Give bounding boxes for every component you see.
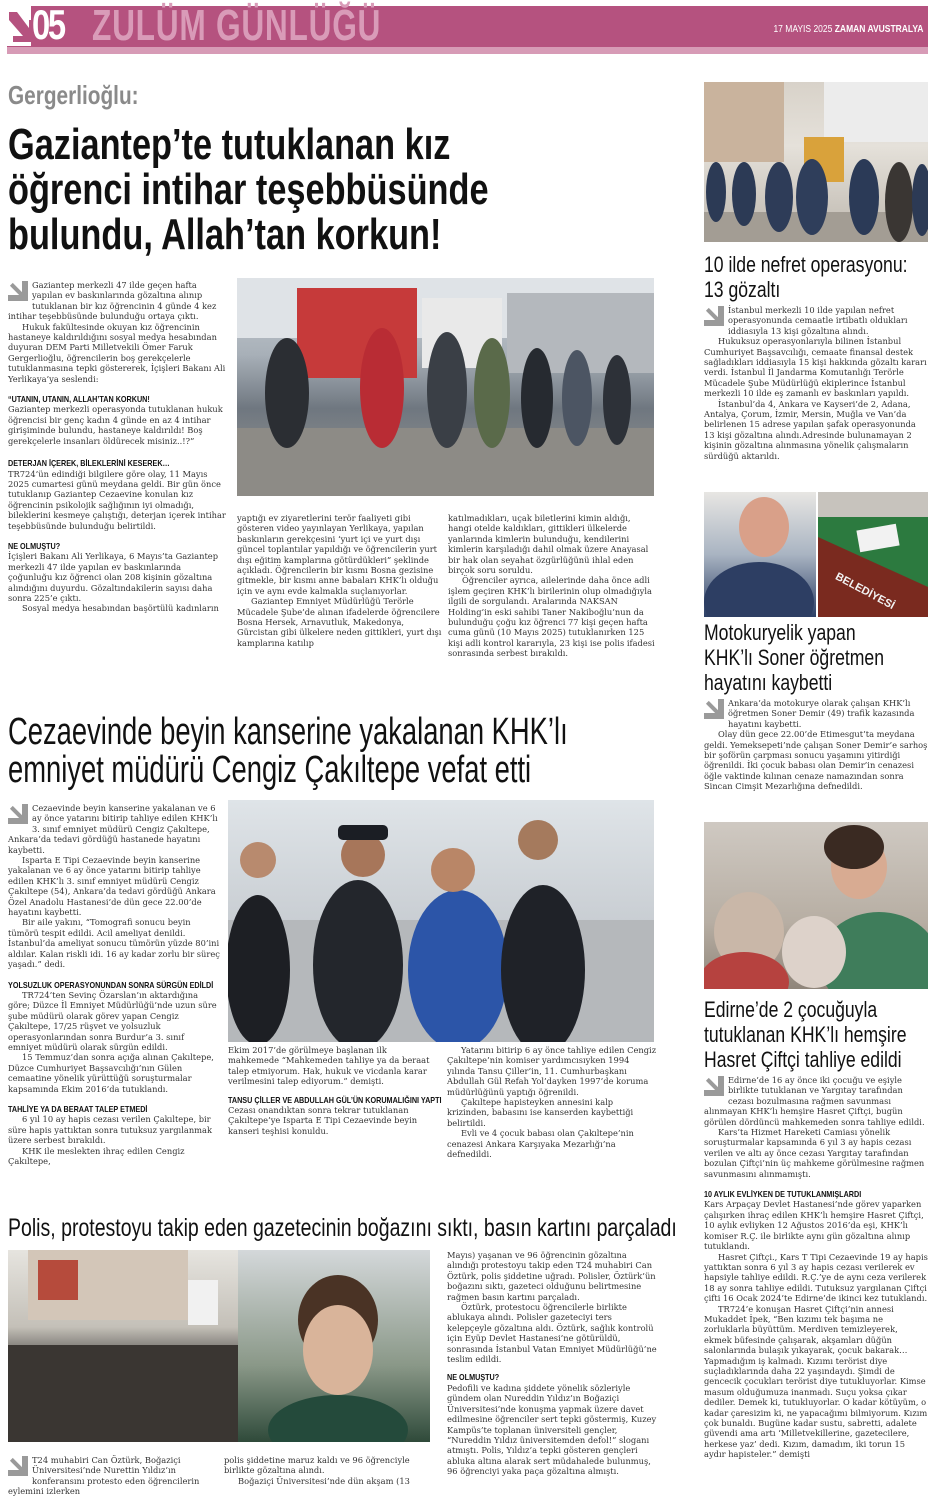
paragraph: Ekim 2017’de görülmeye başlanan ilk mahkemede “Mahkemeden tahliye ya da beraat talep etmiyorum. Hak, hukuk ve vicdanla karar verilmesini talep ediyorum.” demişti. [228,1045,430,1087]
paragraph: 15 Temmuz’dan sonra açığa alınan Çakıltepe, Düzce Cumhuriyet Başsavcılığı’nın Gülen cemaatine yönelik yürüttüğü soruşturmalar kapsamında Ekim 2016’da tutuklandı. [8,1052,214,1094]
subheading: NE OLMUŞTU? [447,1372,500,1383]
paragraph: Bir aile yakını, “Tomografi sonucu beyin tümörü tespit edildi. Acil ameliyat denildi. İstanbul’da ameliyat sonucu tümörün yüzde 80’ini aldılar. Kalan riskli idi. 16 ay kadar zorlu bir süreç yaşadı.” dedi. [8,917,220,970]
masthead-date [773,24,923,35]
paragraph: Pedofili ve kadına şiddete yönelik sözleriyle gündem olan Nureddin Yıldız’ın Boğaziçi Üniversitesi’nde konuşma yapmak üzere davet edilmesine öğrenciler sert tepki göstermiş, Kuzey Kampüs’te toplanan üniversiteli gençler, “Nureddin Yıldız üniversitemden defol!” sloganı atmıştı. Polis, Yıldız’a tepki gösteren gençleri abluka altına alarak sert müdahalede bulunmuş, 96 öğrenciyi yaka paça gözaltına almıştı. [447,1382,657,1477]
article1-column-1 [8,280,228,614]
headline-line: KHK’lı Soner öğretmen [704,645,884,670]
subheading: YOLSUZLUK OPERASYONUNDAN SONRA SÜRGÜN EDİLDİ [8,979,214,990]
subheading: TANSU ÇİLLER VE ABDULLAH GÜL’ÜN KORUMALIĞINI YAPTI [228,1094,442,1105]
article2-headline [8,713,785,789]
side3-body [704,1075,928,1460]
article1-headline [8,122,624,257]
article3-column-1 [8,1455,218,1497]
page-number: 05 [32,1,64,48]
paragraph: Hukuksuz operasyonlarıyla bilinen İstanbul Cumhuriyet Başsavcılığı, cemaate finansal destek sağladıkları iddiasıyla 15 kişi hakkında gözaltı kararı verdi. İstanbul İl Jandarma Komutanlığı Terörle Mücadele Şube Müdürlüğü ekiplerince İstanbul merkezli 10 ilde eş zamanlı ev baskınları yapıldı. [704,336,927,399]
arrow-down-right-icon [704,699,724,719]
arrow-down-right-icon [704,306,724,326]
side3-photo-hasret-ciftci [704,822,928,989]
paragraph: Evli ve 4 çocuk babası olan Çakıltepe’nin cenazesi Ankara Karşıyaka Mezarlığı’na defnedildi. [447,1128,634,1160]
side1-headline [704,252,935,302]
article3-column-2 [224,1455,434,1486]
side2-headline [704,620,929,695]
article2-column-2 [228,1045,442,1136]
paragraph: Sosyal medya hesabından başörtülü kadınların [22,603,219,614]
article1-photo-police-escort [237,278,654,496]
arrow-down-right-icon [7,6,31,46]
paragraph: TR724’ün edindiği bilgilere göre olay, 11 Mayıs 2025 cumartesi günü meydana geldi. Bir gün önce tutuklanıp Gaziantep Cezaevine konulan kız öğrencinin psikolojik sağlığının iyi olmadığı, bileklerini kesmeye çalıştığı, deterjan içerek intihar teşebbüsünde bulunduğu belirtildi. [8,468,226,531]
paragraph: KHK ile meslekten ihraç edilen Cengiz Çakıltepe, [8,1145,185,1166]
paragraph: Cezaevinde beyin kanserine yakalanan ve 6 ay önce yatarını bitirip tahliye edilen KHK’lı 3. sınıf emniyet müdürü Cengiz Çakıltepe, Ankara’da tedavi gördüğü hastanede hayatını kaybetti. [8,803,218,855]
headline-line: öğrenci intihar teşebbüsünde [8,165,489,214]
paragraph: İçişleri Bakanı Ali Yerlikaya, 6 Mayıs’ta Gaziantep merkezli 47 ilde yapılan ev baskınlarında çoğunluğu kız öğrenci olan 208 kişinin gözaltına alındığını duyurdu. Gözaltındakilerin sayısı daha sonra 225’e çıktı. [8,551,219,603]
paragraph: yaptığı ev ziyaretlerini terör faaliyeti gibi gösteren video yayınlayan Yerlikaya, yapılan baskınların gerekçesini ‘yurt içi ve yurt dışı güncel toplantılar yapıldığı ve öğrencilerin yurt dışı eğitim kamplarına götürdükleri” şeklinde açıkladı. Öğrencilerin bir kısmı Bosna gezisine gitmekle, bir kısmı anne babaları KHK’lı olduğu için ve aynı evde kalmakla suçlanıyorlar. [237,513,439,596]
arrow-down-right-icon [8,1456,28,1476]
paragraph: T24 muhabiri Can Öztürk, Boğaziçi Üniversitesi’nde Nurettin Yıldız’ın konferansını protesto eden öğrencilerin eylemini izlerken [8,1455,200,1497]
headline-line: Motokuryelik yapan [704,620,856,645]
headline-line: 10 ilde nefret operasyonu: [704,252,908,277]
article3-column-3 [447,1250,657,1477]
headline-line: 13 gözaltı [704,277,781,302]
subheading: DETERJAN İÇEREK, BİLEKLERİNİ KESEREK… [8,458,170,469]
arrow-down-right-icon [704,1076,724,1096]
paragraph: katılmadıkları, uçak biletlerini kimin aldığı, hangi otelde kaldıkları, gittikleri ülkelerde yanlarında kimlerin bulunduğu, kendilerini kimlerin karşıladığı dahil olmak üzere Anayasal bir hak olan seyahat özgürlüğünü ihlal eden birçok soru soruldu. [448,513,649,576]
article3-photo-journalist [238,1250,430,1442]
side3-headline [704,997,935,1072]
subheading: NE OLMUŞTU? [8,540,61,551]
paragraph: Gaziantep merkezli 47 ilde geçen hafta yapılan ev baskınlarında gözaltına alınıp tutuklanan bir kız öğrencinin 4 günde 4 kez intihar teşebbüsünde bulunduğu ortaya çıktı. [8,280,217,322]
article1-column-3 [448,513,656,659]
headline-line: hayatını kaybetti [704,670,833,695]
paragraph: Yatarını bitirip 6 ay önce tahliye edilen Cengiz Çakıltepe’nin komiser yardımcısıyken 1994 yılında Tansu Çiller’in, 11. Cumhurbaşkanı Abdullah Gül Refah Yol’dayken 1997’de koruma müdürlüğünü yaptığı öğrenildi. [447,1045,657,1097]
paragraph: Edirne’de 16 ay önce iki çocuğu ve eşiyle birlikte tutuklanan ve Yargıtay tarafından cezası bozulmasına rağmen savunması alınmayan KHK’lı hemşire Hasret Çiftçi, bugün görülen dördüncü mahkemeden sonra tahliye edildi. [704,1075,925,1127]
article2-photo-detention [228,800,654,1042]
article2-column-3 [447,1045,657,1159]
side2-photo-soner-demir [704,492,816,617]
article3-photo-protest-crowd [8,1250,238,1442]
subheading: 10 AYLIK EVLİYKEN DE TUTUKLANMIŞLARDI [704,1189,862,1200]
article1-column-2 [237,513,442,648]
paragraph: Kars’ta Hizmet Hareketi Camiası yönelik soruşturmalar kapsamında 6 yıl 3 ay hapis cezası verilen ve altı ay önce cezası Yargıtay tarafından bozulan Çiftçi’nin üç mahkeme görülmesine rağmen savunmasını alınmamıştı. [704,1127,925,1179]
paragraph: Olay dün gece 22.00’de Etimesgut’ta meydana geldi. Yemeksepeti’nde çalışan Soner Demir’e sarhoş bir şoförün çarpması sonucu yaşamını yitirdiği öğrenildi. İki çocuk babası olan Demir’in cenazesi öğle vaktinde kılınan cenaze namazından sonra Sincan Cimşit Mezarlığına defnedildi. [704,729,928,792]
arrow-down-right-icon [8,804,28,824]
headline-line: Cezaevinde beyin kanserine yakalanan KHK’lı [8,711,568,753]
headline-line: Hasret Çiftçi tahliye edildi [704,1047,902,1072]
article2-column-1 [8,803,220,1166]
paragraph: Çakıltepe hapisteyken annesini kalp krizinden, babasını ise kanserden kaybettiği belirtildi. [447,1097,634,1128]
subheading: “UTANIN, UTANIN, ALLAH’TAN KORKUN! [8,394,150,405]
paragraph: İstanbul merkezli 10 ilde yapılan nefret operasyonunda cemaatle irtibatlı oldukları iddiasıyla 13 kişi gözaltına alındı. [728,305,908,336]
side2-photo-coffin [818,492,928,617]
side1-photo-gendarmerie [704,82,928,242]
paragraph: Cezası onandıktan sonra tekrar tutuklanan Çakıltepe’ye Isparta E Tipi Cezaevinde beyin kanseri teşhisi konuldu. [228,1105,418,1136]
paragraph: Isparta E Tipi Cezaevinde beyin kanserine yakalanan ve 6 ay önce yatarını bitirip tahliye edilen KHK’lı 3. sınıf emniyet müdürü Cengiz Çakıltepe (54), Ankara’da tedavi gördüğü Ankara Özel Anadolu Hastanesi’de dün gece 22.00’de hayatını kaybetti. [8,855,216,918]
paragraph: Mayıs) yaşanan ve 96 öğrencinin gözaltına alındığı protestoyu takip eden T24 muhabiri Can Öztürk, polis şiddetine uğradı. Polisler, Öztürk’ün boğazını sıktı, gazeteci olduğunu belirtmesine rağmen basın kartını parçaladı. [447,1250,656,1302]
issue-date: 17 MAYIS 2025 [773,24,832,35]
paragraph: Gaziantep Emniyet Müdürlüğü Terörle Mücadele Şube’de alınan ifadelerde öğrencilere Bosna Hersek, Arnavutluk, Makedonya, Gürcistan gibi ülkelere neden gittikleri, yurt dışı kamplarına katılıp [237,596,442,648]
headline-line: Gaziantep’te tutuklanan kız [8,120,451,169]
paragraph: 6 yıl 10 ay hapis cezası verilen Çakıltepe, bir süre hapis yattıktan sonra tutuksuz yargılanmak üzere serbest bırakıldı. [8,1114,212,1146]
coffin-lettering: BELEDİYESİ [833,570,897,613]
paragraph: TR724’ten Sevinç Özarslan’ın aktardığına göre; Düzce İl Emniyet Müdürlüğü’nde uzun süre şube müdürü olarak görev yapan Cengiz Çakıltepe, 17/25 rüşvet ve yolsuzluk operasyonlarından sonra Burdur’a 3. sınıf emniyet müdürü olarak sürgün edildi. [8,989,217,1052]
paragraph: polis şiddetine maruz kaldı ve 96 öğrenciyle birlikte gözaltına alındı. [224,1455,410,1476]
paragraph: Kars Arpaçay Devlet Hastanesi’nde görev yaparken çalışırken ihraç edilen KHK’lı hemşire Hasret Çiftçi, 10 aylık evliyken 12 Ağustos 2016’da eşi, KHK’lı komiser R.Ç. ile birlikte aynı gün gözaltına alınıp tutuklandı. [704,1199,924,1252]
paragraph: Öğrenciler ayrıca, ailelerinde daha önce adli işlem geçiren KHK’lı birilerinin olup olmadığıyla ilgili de sorgulandı. Aralarında NAKSAN Holding’in eski sahibi Taner Nakiboğlu’nun da bulunduğu çoğu kız öğrenci 77 kişi geçen hafta cuma günü (10 Mayıs 2025) tutuklanırken 125 kişi adli kontrol kararıyla, 23 kişi ise polis ifadesi sonrasında serbest bırakıldı. [448,575,655,659]
side1-body [704,305,928,461]
headline-line: emniyet müdürü Cengiz Çakıltepe vefat etti [8,749,532,791]
headline-line: Edirne’de 2 çocuğuyla [704,997,878,1022]
article1-kicker: Gergerlioğlu: [8,80,139,110]
paragraph: Hukuk fakültesinde okuyan kız öğrencinin hastaneye kaldırıldığını sosyal medya hesabından duyuran DEM Parti Milletvekili Ömer Faruk Gergerlioğlu, öğrencilerin boş gerekçelerle tutuklanmasına tepki göstererek, İçişleri Bakanı Ali Yerlikaya’ya seslendi: [8,321,226,384]
paragraph: Ankara’da motokurye olarak çalışan KHK’lı öğretmen Soner Demir (49) trafik kazasında hayatını kaybetti. [728,698,915,729]
paragraph: Boğaziçi Üniversitesi’nde dün akşam (13 [238,1475,410,1486]
article3-headline: Polis, protestoyu takip eden gazetecinin boğazını sıktı, basın kartını parçaladı [8,1214,677,1242]
side2-body [704,698,928,792]
arrow-down-right-icon [8,281,28,301]
paragraph: Öztürk, protestocu öğrencilerle birlikte ablukaya alındı. Polisler gazeteciyi ters kelepçeyle gözaltına aldı. Öztürk, sağlık kontrolü için Eyüp Devlet Hastanesi’ne götürüldü, sonrasında İstanbul Vatan Emniyet Müdürlüğü’ne teslim edildi. [447,1302,657,1365]
paragraph: Gaziantep merkezli operasyonda tutuklanan hukuk öğrencisi bir genç kadın 4 günde en az 4 intihar girişiminde bulundu, hastaneye kaldırıldı! Boş gerekçelerle insanları öldürecek misiniz..!?” [8,404,223,446]
subheading: TAHLİYE YA DA BERAAT TALEP ETMEDİ [8,1103,148,1114]
headline-line: bulundu, Allah’tan korkun! [8,210,442,259]
publication-name: ZAMAN AVUSTRALYA [834,24,923,35]
paragraph: Hasret Çiftçi., Kars T Tipi Cezaevinde 19 ay hapis yattıktan sonra 6 yıl 3 ay hapis cezası verilerek ev hapsiyle tahliye edildi. R.Ç.’ye de aynı ceza verilerek 18 ay sonra tahliye edildi. Tutuksuz yargılanan Çiftçi çifti 16 Ocak 2024’te Edirne’de ikinci kez tutuklandı. [704,1251,928,1304]
section-title: ZULÜM GÜNLÜĞÜ [92,1,382,50]
paragraph: TR724’e konuşan Hasret Çiftçi’nin annesi Mukaddet İpek, “Ben kızımı tek başıma ne zorluklarla büyüttüm. Merdiven temizleyerek, ekmek büfesinde çalışarak, akşamları düğün salonlarında bulaşık yıkayarak, çocuk bakarak… Yapmadığım iş kalmadı. Kızımı terörist diye suçladıklarında daha 22 yaşındaydı. Şimdi de gencecik çocukları terörist diye tutukluyorlar. Kimse masum olduğumuza inanmadı. Suçu yoksa çıkar dediler. Demek ki, tutukluyorlar. O kadar kötüyüm, o kadar çaresizim ki, ne yapacağımı bilmiyorum. Kızım çok bunaldı. Bugüne kadar sustu, sabretti, adalete güvendi ama artı ‘Milletvekillerine, gazetecilere, herkese yaz’ dedi. Kızım, damadım, iki torun 15 aydır hapisteler.” demişti [704,1303,928,1460]
headline-line: tutuklanan KHK’lı hemşire [704,1022,907,1047]
paragraph: İstanbul’da 4, Ankara ve Kayseri’de 2, Adana, Antalya, Çorum, İzmir, Mersin, Muğla ve Van’da belirlenen 15 adrese yapılan şafak operasyonunda 13 kişi gözaltına alındı.Adresinde bulunamayan 2 kişinin gözaltına alınmasına yönelik çalışmaların sürdüğü aktarıldı. [704,398,916,461]
